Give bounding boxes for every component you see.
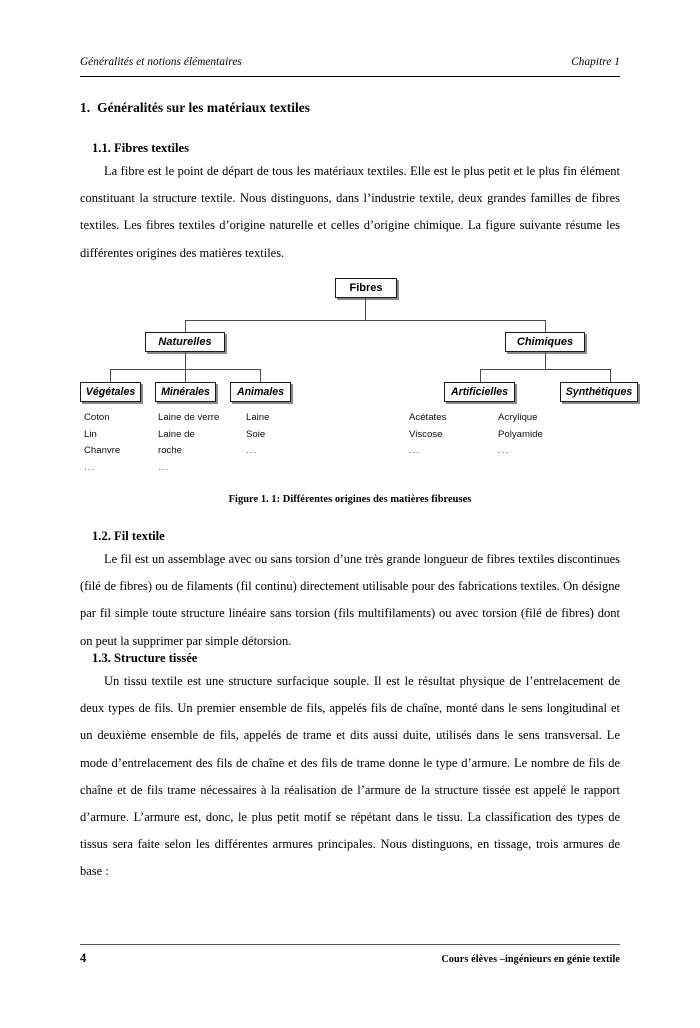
paragraph-fibres: La fibre est le point de départ de tous les matériaux textiles. Elle est le plus petit et le plus fin élément constituant la structure textile. Nous distinguons, dans l’industrie textile, deux grandes familles de fibres textiles. Les fibres textiles d’origine naturelle et celles d’origine chimique. La figure suivante résume les différentes origines des matières textiles. — [80, 164, 620, 260]
connector-level1-bar — [185, 320, 545, 321]
figure-caption: Figure 1. 1: Différentes origines des matières fibreuses — [228, 494, 472, 505]
example-item: Acrylique — [498, 412, 538, 423]
node-chimiques: Chimiques — [505, 332, 585, 352]
connector-minerales-drop — [185, 369, 186, 382]
example-ellipsis: ... — [409, 445, 421, 456]
node-synthetiques: Synthétiques — [560, 382, 638, 402]
node-fibres: Fibres — [335, 278, 397, 298]
header-left-text: Généralités et notions élémentaires — [80, 56, 242, 68]
connector-animales-drop — [260, 369, 261, 382]
figure-diagram — [80, 272, 633, 487]
connector-naturelles-stem — [185, 352, 186, 370]
example-ellipsis: ... — [498, 445, 510, 456]
example-item: Coton — [84, 412, 110, 423]
example-item: Viscose — [409, 428, 443, 440]
examples-vegetales — [84, 410, 150, 476]
connector-vegetales-drop — [110, 369, 111, 382]
example-item: Lin — [84, 428, 97, 440]
examples-minerales — [158, 410, 220, 476]
page-title — [80, 100, 310, 116]
connector-level1-left-drop — [185, 320, 186, 332]
node-naturelles: Naturelles — [145, 332, 225, 352]
page-number: 4 — [80, 951, 87, 965]
running-header — [80, 56, 620, 68]
header-right-text: Chapitre 1 — [571, 56, 620, 68]
example-item: Laine de roche — [158, 428, 195, 456]
example-ellipsis: ... — [158, 461, 170, 473]
footer-rule — [80, 944, 620, 945]
figure-fibre-origins — [80, 272, 633, 512]
connector-root-stem — [365, 298, 366, 321]
example-ellipsis: ... — [246, 445, 258, 456]
examples-synthetiques — [498, 410, 568, 460]
examples-artificielles — [409, 410, 477, 460]
example-item: Polyamide — [498, 428, 543, 440]
paragraph-fil: Le fil est un assemblage avec ou sans torsion d’une très grande longueur de fibres textiles discontinues (filé de fibres) ou de filaments (fil continu) directement utilisable pour des fabrications textiles. On désigne par fil simple toute structure linéaire sans torsion (fils multifilaments) ou avec torsion (filé de fibres) dont on peut la supprimer par simple détorsion. — [80, 552, 620, 648]
page-footer — [80, 951, 620, 966]
connector-level1-right-drop — [545, 320, 546, 332]
connector-chimiques-bar — [480, 369, 610, 370]
example-ellipsis: ... — [84, 461, 96, 473]
connector-chimiques-stem — [545, 352, 546, 370]
node-minerales: Minérales — [155, 382, 216, 402]
heading-structure-tissee: 1.3. Structure tissée — [92, 651, 198, 665]
header-rule — [80, 76, 620, 77]
heading-fil-textile: 1.2. Fil textile — [92, 529, 165, 543]
paragraph-tissee: Un tissu textile est une structure surfacique souple. Il est le résultat physique de l’entrelacement de deux types de fils. Un premier ensemble de fils, appelés fils de chaîne, monté dans le sens longitudinal et un deuxième ensemble de fils, appelés de trame et dits aussi duite, utilisés dans le sens transversal. Le mode d’entrelacement des fils de chaîne et des fils de trame donne le type d’armure. Le nombre de fils de chaîne et de fils trame nécessaires à la réalisation de l’armure de la structure tissée est appelé le rapport d’armure. L’armure est, donc, le plus petit motif se répétant dans le tissu. La classification des types de tissus sera faite selon les différentes armures principales. Nous distinguons, en tissage, trois armures de base : — [80, 674, 620, 879]
connector-synthetiques-drop — [610, 369, 611, 382]
example-item: Soie — [246, 428, 266, 440]
example-item: Laine — [246, 412, 270, 423]
example-item: Chanvre — [84, 445, 121, 456]
node-artificielles: Artificielles — [444, 382, 515, 402]
connector-artificielles-drop — [480, 369, 481, 382]
node-vegetales: Végétales — [80, 382, 141, 402]
footer-note: Cours élèves –ingénieurs en génie textile — [441, 954, 620, 965]
examples-animales — [246, 410, 308, 460]
example-item: Laine de verre — [158, 412, 220, 423]
heading-fibres-textiles: 1.1. Fibres textiles — [92, 141, 189, 155]
example-item: Acétates — [409, 412, 447, 423]
node-animales: Animales — [230, 382, 291, 402]
section-title: Généralités sur les matériaux textiles — [97, 100, 311, 115]
section-number: 1. — [80, 100, 91, 115]
